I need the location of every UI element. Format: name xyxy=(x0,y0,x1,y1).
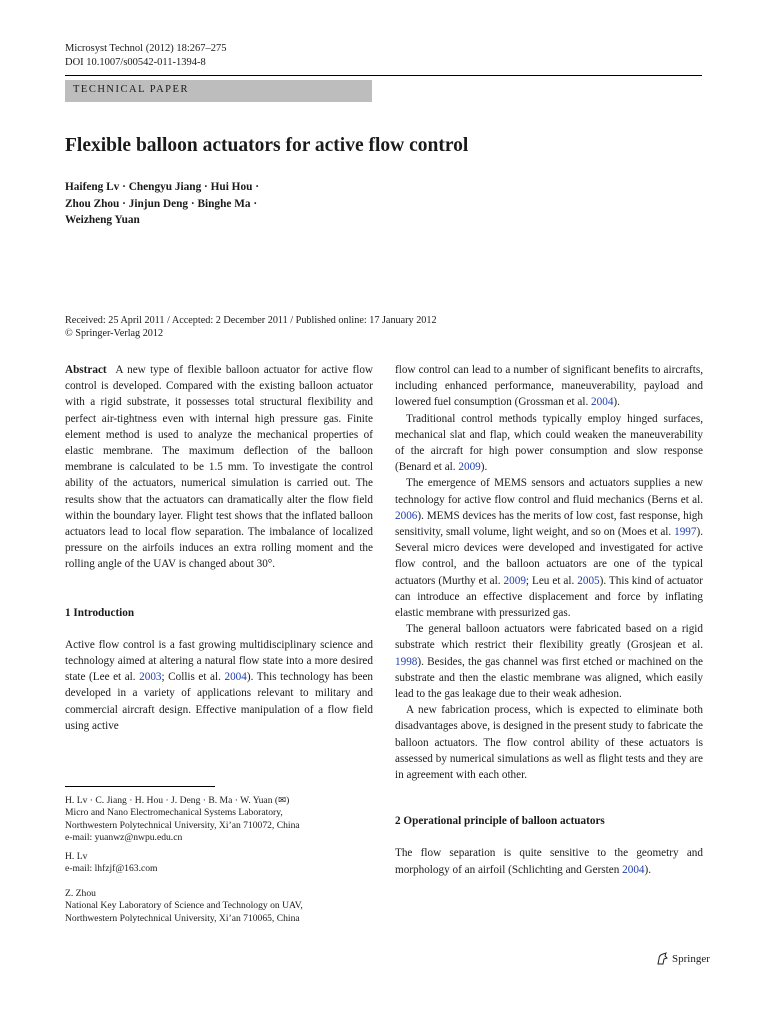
affiliation-footnote-1: H. Lv · C. Jiang · H. Hou · J. Deng · B. Ma · W. Yuan (✉) Micro and Nano Electromechanical Systems Laboratory, Northwestern Polytechnical University, Xi’an 710072, China e-mail: yuanwz@nwpu.edu.cn xyxy=(65,795,385,845)
citation-link[interactable]: 1998 xyxy=(395,655,418,668)
paper-title: Flexible balloon actuators for active flow control xyxy=(65,135,469,156)
author-line: Zhou Zhou · Jinjun Deng · Binghe Ma · xyxy=(65,197,258,210)
copyright-line: © Springer-Verlag 2012 xyxy=(65,328,164,340)
citation-link[interactable]: 2006 xyxy=(395,509,418,522)
body-paragraph: Traditional control methods typically employ hinged surfaces, mechanical slat and flap, which could weaken the maneuverability of the aircraft for high power consumption and slow response (Benard et al. 2009). xyxy=(395,412,703,474)
section-heading-introduction: 1 Introduction xyxy=(65,606,135,619)
author-line: Weizheng Yuan xyxy=(65,214,140,226)
right-column xyxy=(395,362,703,878)
citation-link[interactable]: 1997 xyxy=(674,526,697,539)
dates-line: Received: 25 April 2011 / Accepted: 2 December 2011 / Published online: 17 January 2012 xyxy=(65,315,437,326)
citation-link[interactable]: 2004 xyxy=(622,863,645,876)
footnote-rule xyxy=(65,786,215,787)
header-rule xyxy=(65,75,702,76)
body-paragraph: A new fabrication process, which is expected to eliminate both disadvantages above, is designed in the present study to fabricate the balloon actuators. The flow control ability of these actuators is assessed by numerical simulations as well as flight tests and they are in agreement with each other. xyxy=(395,704,703,782)
intro-paragraph: Active flow control is a fast growing multidisciplinary science and technology aimed at altering a natural flow state into a more desired state (Lee et al. 2003; Collis et al. 2004). This technology has been developed in a variety of applications relevant to military and commercial aircraft design. Effective manipulation of a flow field using active xyxy=(65,638,373,732)
citation-link[interactable]: 2003 xyxy=(139,671,162,684)
citation-link[interactable]: 2004 xyxy=(224,671,247,684)
body-paragraph: The general balloon actuators were fabricated based on a rigid substrate which restrict their flexibility greatly (Grosjean et al. 1998). Besides, the gas channel was first etched or machined on the substrate and then the elastic membrane was aligned, which easily lead to the gas leakage due to their weak adhesion. xyxy=(395,623,703,701)
citation-link[interactable]: 2005 xyxy=(577,574,600,587)
publication-dates xyxy=(65,314,437,340)
journal-citation: Microsyst Technol (2012) 18:267–275 xyxy=(65,43,227,54)
springer-horse-icon xyxy=(655,952,669,966)
author-list xyxy=(65,179,259,229)
citation-link[interactable]: 2009 xyxy=(458,461,481,474)
citation-link[interactable]: 2009 xyxy=(503,574,526,587)
body-paragraph: The flow separation is quite sensitive to the geometry and morphology of an airfoil (Schlichting and Gersten 2004). xyxy=(395,847,703,876)
abstract-text: A new type of flexible balloon actuator for active flow control is developed. Compared with the existing balloon actuator with a rigid substrate, it possesses total structural flexibility and perfect air-tightness even with internal high pressure gas. Finite element method is used to analyze the mechanical properties of elastic membrane. The maximum deflection of the balloon membrane is calculated to be 1.5 mm. To investigate the control ability of the actuators, numerical simulation is carried out. The results show that the actuators can dramatically alter the flow field within the boundary layer. Flight test shows that the inflated balloon actuators lead to local flow separation. The imbalance of localized pressure on the airfoils induces an extra rolling moment and the rolling angle of the UAV is changed about 30°. xyxy=(65,364,373,571)
citation-link[interactable]: 2004 xyxy=(591,396,614,409)
email-address[interactable]: e-mail: yuanwz@nwpu.edu.cn xyxy=(65,832,183,844)
section-heading-operational-principle: 2 Operational principle of balloon actuators xyxy=(395,815,605,828)
email-address[interactable]: e-mail: lhfzjf@163.com xyxy=(65,863,158,875)
author-line: Haifeng Lv · Chengyu Jiang · Hui Hou · xyxy=(65,181,259,193)
publisher-logo xyxy=(655,952,710,966)
affiliation-footnote-3: Z. Zhou National Key Laboratory of Science and Technology on UAV, Northwestern Polytechnical University, Xi’an 710065, China xyxy=(65,888,303,924)
body-paragraph: The emergence of MEMS sensors and actuators supplies a new technology for active flow control and fluid mechanics (Berns et al. 2006). MEMS devices has the merits of low cost, fast response, high sensitivity, small volume, light weight, and so on (Moes et al. 1997). Several micro devices were developed and investigated for active flow control, and the balloon actuators are one of the typical actuators (Murthy et al. 2009; Leu et al. 2005). This kind of actuator can introduce an effective displacement and force by inflating elastic membrane with pressurized gas. xyxy=(395,477,703,620)
publisher-name: Springer xyxy=(672,953,710,965)
abstract xyxy=(65,362,373,573)
abstract-label: Abstract xyxy=(65,364,107,376)
section-band xyxy=(65,80,372,102)
affiliation-footnote-2: H. Lv e-mail: lhfzjf@163.com xyxy=(65,851,385,876)
section-band-label: TECHNICAL PAPER xyxy=(73,84,189,95)
doi: DOI 10.1007/s00542-011-1394-8 xyxy=(65,57,206,68)
body-paragraph: flow control can lead to a number of significant benefits to aircrafts, including enhanced performance, maneuverability, payload and lowered fuel consumption (Grossman et al. 2004). xyxy=(395,364,703,409)
left-column xyxy=(65,362,373,734)
